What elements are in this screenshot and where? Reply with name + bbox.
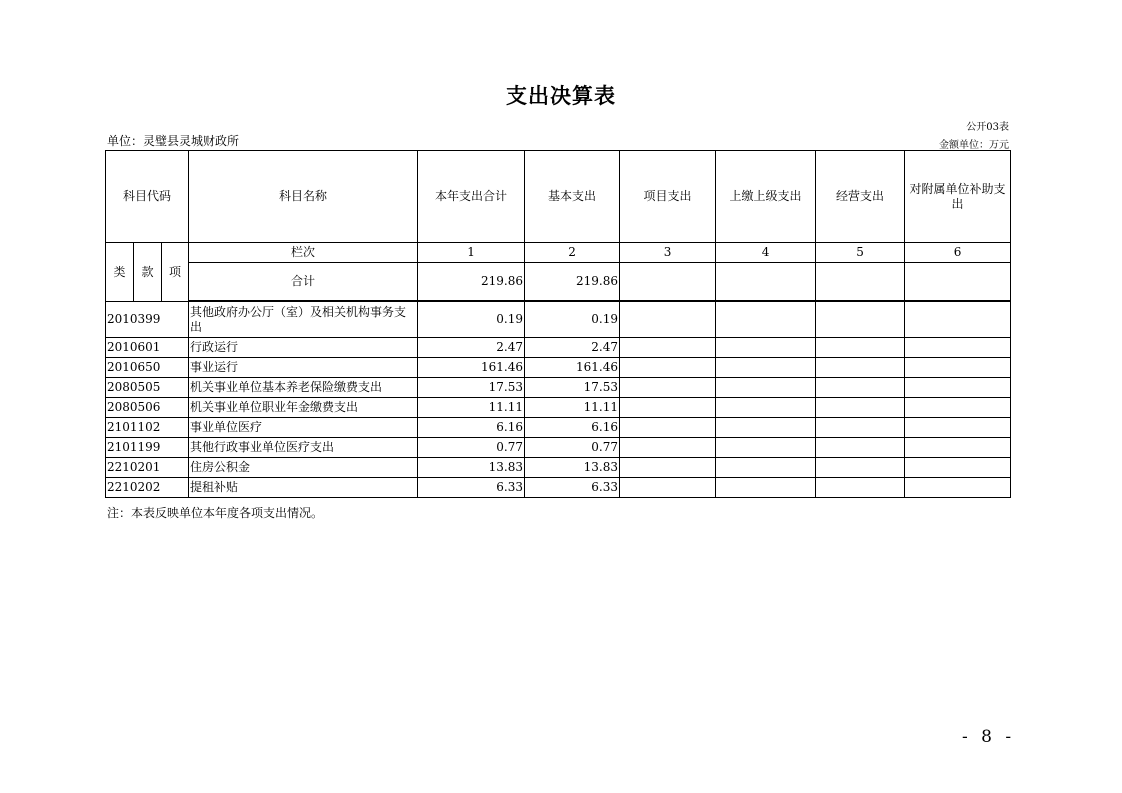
row-code: 2101102 (106, 418, 189, 438)
row-code: 2010650 (106, 358, 189, 378)
row-code: 2210201 (106, 458, 189, 478)
table-row (106, 418, 1011, 438)
row-basic: 11.11 (525, 398, 620, 418)
col-number: 6 (905, 243, 1011, 263)
empty-cell (816, 418, 905, 438)
row-basic: 13.83 (525, 458, 620, 478)
row-name: 住房公积金 (189, 458, 418, 478)
empty-cell (620, 302, 716, 338)
unit-label: 单位：灵璧县灵城财政所 (107, 134, 240, 148)
col-number: 2 (525, 243, 620, 263)
row-basic: 6.33 (525, 478, 620, 498)
empty-cell (716, 302, 816, 338)
row-basic: 6.16 (525, 418, 620, 438)
row-code: 2210202 (106, 478, 189, 498)
column-number-row (106, 243, 1011, 263)
empty-cell (816, 438, 905, 458)
empty-cell (905, 418, 1011, 438)
row-name: 事业单位医疗 (189, 418, 418, 438)
header-upper: 上缴上级支出 (716, 151, 816, 243)
row-code: 2080505 (106, 378, 189, 398)
col-number: 1 (418, 243, 525, 263)
row-basic: 0.19 (525, 302, 620, 338)
header-project: 项目支出 (620, 151, 716, 243)
table-row (106, 338, 1011, 358)
empty-cell (716, 338, 816, 358)
empty-cell (620, 478, 716, 498)
table-row (106, 378, 1011, 398)
header-xiang: 项 (162, 243, 189, 302)
empty-cell (716, 438, 816, 458)
table-row (106, 398, 1011, 418)
header-subsidy: 对附属单位补助支出 (905, 151, 1011, 243)
row-total: 6.33 (418, 478, 525, 498)
empty-cell (905, 478, 1011, 498)
row-name: 其他行政事业单位医疗支出 (189, 438, 418, 458)
empty-cell (716, 398, 816, 418)
header-row (106, 151, 1011, 243)
row-basic: 0.77 (525, 438, 620, 458)
empty-cell (620, 458, 716, 478)
table-row (106, 458, 1011, 478)
empty-cell (620, 338, 716, 358)
empty-cell (816, 263, 905, 301)
empty-cell (905, 398, 1011, 418)
row-name: 行政运行 (189, 338, 418, 358)
empty-cell (620, 358, 716, 378)
header-name: 科目名称 (189, 151, 418, 243)
row-total: 6.16 (418, 418, 525, 438)
empty-cell (905, 458, 1011, 478)
empty-cell (620, 263, 716, 301)
row-total: 11.11 (418, 398, 525, 418)
empty-cell (816, 358, 905, 378)
table-row (106, 302, 1011, 338)
empty-cell (620, 438, 716, 458)
empty-cell (716, 418, 816, 438)
table-note: 注：本表反映单位本年度各项支出情况。 (107, 506, 324, 520)
total-amount: 219.86 (418, 263, 525, 301)
header-basic: 基本支出 (525, 151, 620, 243)
header-lei: 类 (106, 243, 134, 302)
empty-cell (716, 378, 816, 398)
header-code: 科目代码 (106, 151, 189, 243)
empty-cell (816, 458, 905, 478)
header-operating: 经营支出 (816, 151, 905, 243)
empty-cell (620, 398, 716, 418)
expenditure-table (105, 150, 1011, 498)
empty-cell (716, 263, 816, 301)
row-code: 2010399 (106, 302, 189, 338)
row-total: 2.47 (418, 338, 525, 358)
row-basic: 161.46 (525, 358, 620, 378)
table-row (106, 478, 1011, 498)
empty-cell (816, 302, 905, 338)
empty-cell (716, 458, 816, 478)
total-row (106, 263, 1011, 301)
row-total: 17.53 (418, 378, 525, 398)
table-row (106, 438, 1011, 458)
page-number: - 8 - (962, 727, 1016, 747)
row-name: 机关事业单位基本养老保险缴费支出 (189, 378, 418, 398)
row-name: 提租补贴 (189, 478, 418, 498)
total-label: 合计 (189, 263, 418, 301)
total-basic: 219.86 (525, 263, 620, 301)
row-basic: 2.47 (525, 338, 620, 358)
empty-cell (905, 438, 1011, 458)
header-total: 本年支出合计 (418, 151, 525, 243)
row-total: 0.19 (418, 302, 525, 338)
col-number: 3 (620, 243, 716, 263)
empty-cell (816, 378, 905, 398)
row-code: 2010601 (106, 338, 189, 358)
row-total: 161.46 (418, 358, 525, 378)
empty-cell (905, 358, 1011, 378)
empty-cell (620, 378, 716, 398)
empty-cell (905, 302, 1011, 338)
empty-cell (716, 478, 816, 498)
empty-cell (905, 338, 1011, 358)
empty-cell (816, 478, 905, 498)
page-title: 支出决算表 (506, 84, 616, 108)
row-name: 其他政府办公厅（室）及相关机构事务支出 (189, 302, 418, 338)
header-kuan: 款 (134, 243, 162, 302)
header-lanci: 栏次 (189, 243, 418, 263)
empty-cell (716, 358, 816, 378)
row-code: 2080506 (106, 398, 189, 418)
row-name: 机关事业单位职业年金缴费支出 (189, 398, 418, 418)
row-basic: 17.53 (525, 378, 620, 398)
table-row (106, 358, 1011, 378)
empty-cell (620, 418, 716, 438)
col-number: 5 (816, 243, 905, 263)
row-total: 13.83 (418, 458, 525, 478)
empty-cell (816, 398, 905, 418)
empty-cell (905, 378, 1011, 398)
col-number: 4 (716, 243, 816, 263)
row-code: 2101199 (106, 438, 189, 458)
form-number: 公开03表 (966, 122, 1009, 133)
row-name: 事业运行 (189, 358, 418, 378)
row-total: 0.77 (418, 438, 525, 458)
empty-cell (905, 263, 1011, 301)
money-unit-label: 金额单位：万元 (939, 140, 1009, 151)
empty-cell (816, 338, 905, 358)
